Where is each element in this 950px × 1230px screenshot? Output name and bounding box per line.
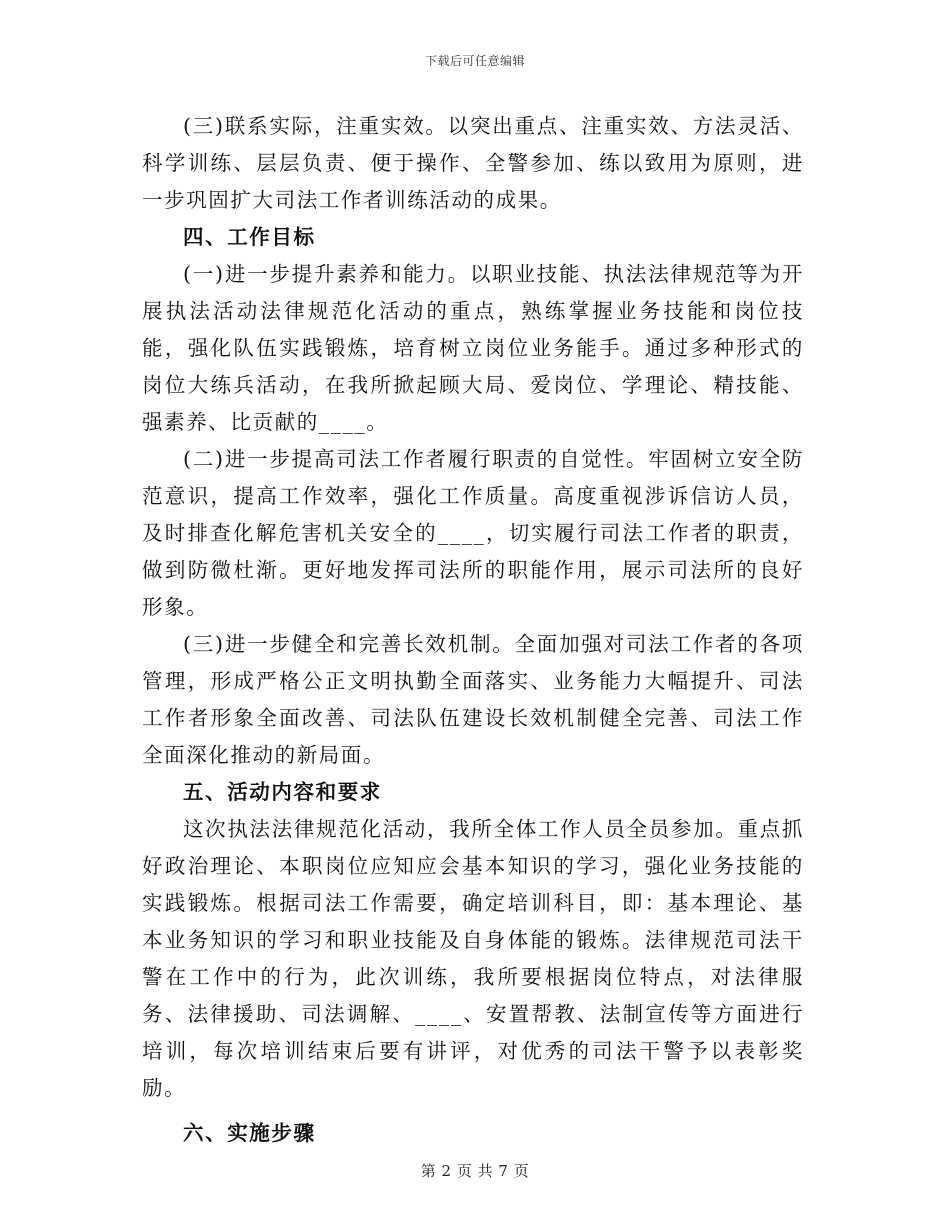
- paragraph-goal-3: (三)进一步健全和完善长效机制。全面加强对司法工作者的各项管理，形成严格公正文明执勤全面落实、业务能力大幅提升、司法工作者形象全面改善、司法队伍建设长效机制健全完善、司法工作全面深化推动的新局面。: [142, 632, 804, 767]
- paragraph-goal-2: (二)进一步提高司法工作者履行职责的自觉性。牢固树立安全防范意识，提高工作效率，强化工作质量。高度重视涉诉信访人员，及时排查化解危害机关安全的____，切实履行司法工作者的职责，做到防微杜渐。更好地发挥司法所的职能作用，展示司法所的良好形象。: [142, 447, 804, 619]
- paragraph-principle-3: (三)联系实际，注重实效。以突出重点、注重实效、方法灵活、科学训练、层层负责、便于操作、全警参加、练以致用为原则，进一步巩固扩大司法工作者训练活动的成果。: [142, 114, 804, 212]
- document-body: [142, 108, 804, 1152]
- page-number-footer: 第 2 页 共 7 页: [420, 1162, 530, 1180]
- section-heading-steps: 六、实施步骤: [183, 1121, 316, 1145]
- section-heading-goals: 四、工作目标: [183, 225, 316, 249]
- paragraph-content: 这次执法法律规范化活动，我所全体工作人员全员参加。重点抓好政治理论、本职岗位应知应会基本知识的学习，强化业务技能的实践锻炼。根据司法工作需要，确定培训科目，即：基本理论、基本业务知识的学习和职业技能及自身体能的锻炼。法律规范司法干警在工作中的行为，此次训练，我所要根据岗位特点，对法律服务、法律援助、司法调解、____、安置帮教、法制宣传等方面进行培训，每次培训结束后要有讲评，对优秀的司法干警予以表彰奖励。: [142, 817, 804, 1100]
- page-header-note: 下载后可任意编辑: [424, 54, 525, 68]
- section-heading-content: 五、活动内容和要求: [183, 780, 382, 804]
- paragraph-goal-1: (一)进一步提升素养和能力。以职业技能、执法法律规范等为开展执法活动法律规范化活动的重点，熟练掌握业务技能和岗位技能，强化队伍实践锻炼，培育树立岗位业务能手。通过多种形式的岗位大练兵活动，在我所掀起顾大局、爱岗位、学理论、精技能、强素养、比贡献的____。: [142, 262, 804, 434]
